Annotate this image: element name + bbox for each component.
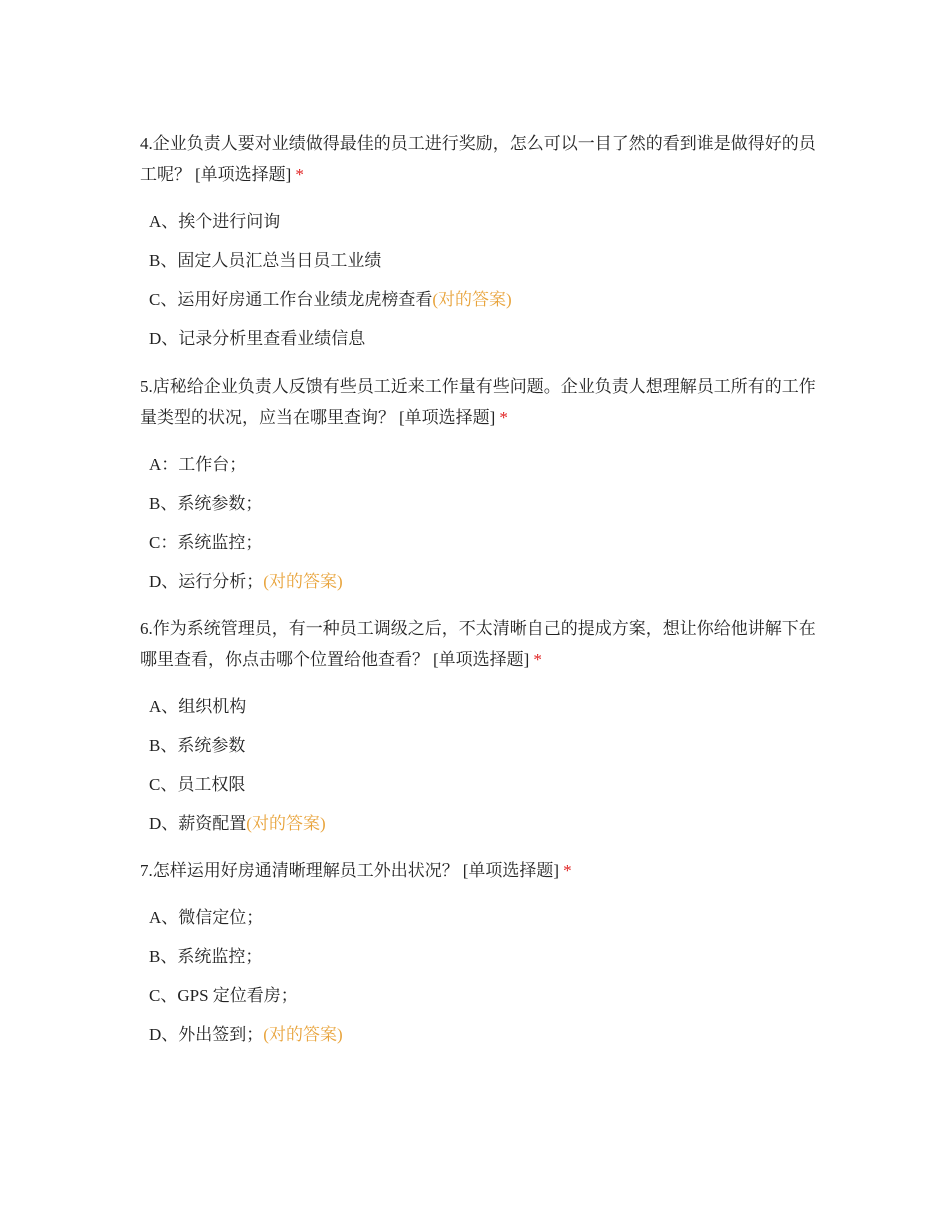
option-text: C、GPS 定位看房；	[149, 986, 298, 1005]
option-text: C、员工权限	[149, 775, 246, 794]
question-title	[140, 855, 820, 886]
option-a	[140, 696, 820, 718]
question-text: 7.怎样运用好房通清晰理解员工外出状况？	[140, 861, 459, 880]
correct-answer-mark: (对的答案)	[432, 290, 512, 309]
question-type-tag: [单项选择题]	[462, 861, 560, 880]
option-text: D、外出签到；	[149, 1025, 264, 1044]
option-text: A、挨个进行问询	[149, 212, 281, 231]
option-text: B、系统参数；	[149, 494, 263, 513]
option-c	[140, 532, 820, 554]
option-b	[140, 493, 820, 515]
option-text: A、微信定位；	[149, 908, 264, 927]
option-text: B、固定人员汇总当日员工业绩	[149, 251, 382, 270]
option-b	[140, 946, 820, 968]
question-title	[140, 613, 820, 675]
question-title	[140, 371, 820, 433]
correct-answer-mark: (对的答案)	[263, 1025, 343, 1044]
option-text: D、薪资配置	[149, 814, 247, 833]
option-d	[140, 571, 820, 593]
question-type-tag: [单项选择题]	[399, 408, 496, 427]
option-text: C、运用好房通工作台业绩龙虎榜查看	[149, 290, 433, 309]
option-b	[140, 250, 820, 272]
required-marker: *	[533, 650, 542, 669]
option-b	[140, 735, 820, 757]
question-text: 6.作为系统管理员，有一种员工调级之后，不太清晰自己的提成方案，想让你给他讲解下在哪里查看，你点击哪个位置给他查看？	[140, 619, 816, 669]
option-c	[140, 985, 820, 1007]
question-text: 5.店秘给企业负责人反馈有些员工近来工作量有些问题。企业负责人想理解员工所有的工作量类型的状况，应当在哪里查询？	[140, 377, 816, 427]
option-text: B、系统参数	[149, 736, 246, 755]
option-text: A：工作台；	[149, 455, 247, 474]
question-type-tag: [单项选择题]	[195, 165, 292, 184]
option-a	[140, 211, 820, 233]
option-d	[140, 813, 820, 835]
option-c	[140, 289, 820, 311]
question-title	[140, 128, 820, 190]
option-text: C：系统监控；	[149, 533, 263, 552]
option-c	[140, 774, 820, 796]
option-a	[140, 454, 820, 476]
question-type-tag: [单项选择题]	[433, 650, 530, 669]
correct-answer-mark: (对的答案)	[246, 814, 326, 833]
option-text: D、记录分析里查看业绩信息	[149, 329, 366, 348]
question-7	[140, 855, 820, 1046]
question-4	[140, 128, 820, 350]
correct-answer-mark: (对的答案)	[263, 572, 343, 591]
question-6	[140, 613, 820, 835]
question-text: 4.企业负责人要对业绩做得最佳的员工进行奖励，怎么可以一目了然的看到谁是做得好的员工呢？	[140, 134, 816, 184]
required-marker: *	[499, 408, 508, 427]
question-5	[140, 371, 820, 593]
option-text: D、运行分析；	[149, 572, 264, 591]
option-text: A、组织机构	[149, 697, 247, 716]
required-marker: *	[563, 861, 572, 880]
option-text: B、系统监控；	[149, 947, 263, 966]
option-d	[140, 328, 820, 350]
required-marker: *	[295, 165, 304, 184]
option-d	[140, 1024, 820, 1046]
option-a	[140, 907, 820, 929]
